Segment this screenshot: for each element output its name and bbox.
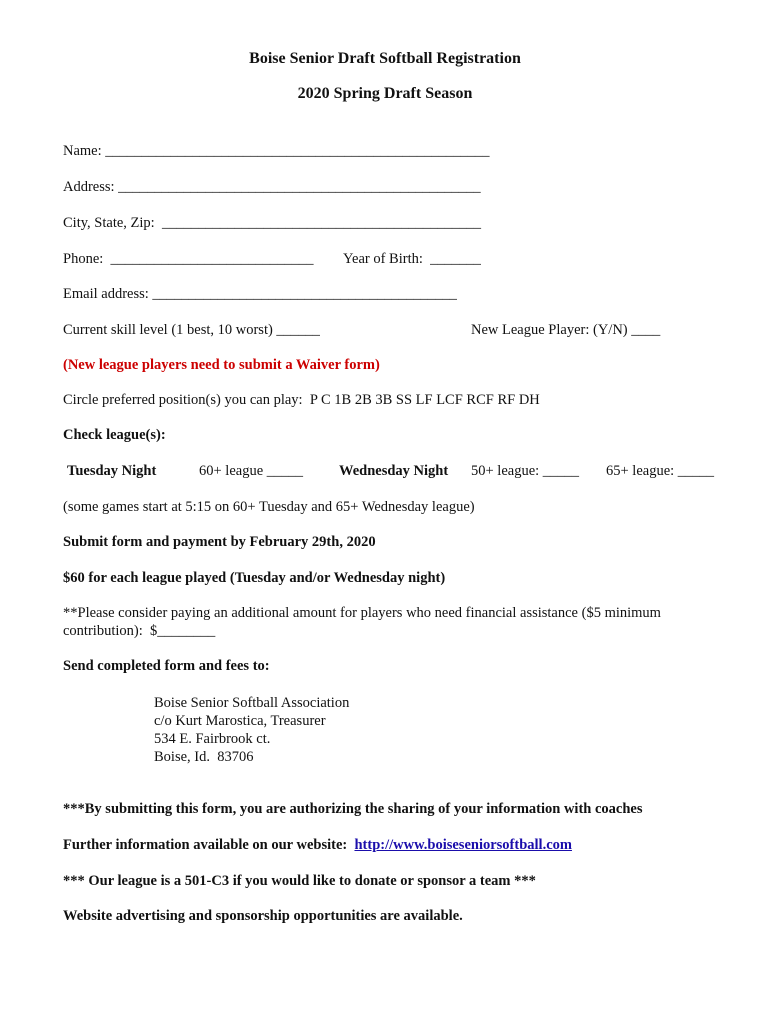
city-state-zip-field[interactable]: City, State, Zip: ____________________________________________ [63, 215, 481, 231]
assistance-line-1: **Please consider paying an additional amount for players who need financial assistance ($5 minimum [63, 605, 661, 621]
address-field[interactable]: Address: __________________________________________________ [63, 179, 481, 195]
season-subtitle: 2020 Spring Draft Season [297, 85, 473, 102]
phone-field[interactable]: Phone: ____________________________ [63, 251, 314, 267]
website-label: Further information available on our website: [63, 837, 355, 853]
send-heading: Send completed form and fees to: [63, 658, 270, 674]
deadline-text: Submit form and payment by February 29th, 2020 [63, 534, 376, 550]
leagues-heading: Check league(s): [63, 427, 166, 443]
advertising-notice: Website advertising and sponsorship opportunities are available. [63, 908, 463, 924]
email-field[interactable]: Email address: __________________________________________ [63, 286, 457, 302]
website-line [63, 837, 572, 854]
page-title: Boise Senior Draft Softball Registration [249, 50, 521, 67]
mailing-address-line: 534 E. Fairbrook ct. [154, 731, 271, 747]
assistance-contribution-field[interactable]: contribution): $________ [63, 623, 216, 639]
waiver-notice: (New league players need to submit a Waiver form) [63, 357, 380, 373]
mailing-address-line: c/o Kurt Marostica, Treasurer [154, 713, 326, 729]
nonprofit-notice: *** Our league is a 501-C3 if you would like to donate or sponsor a team *** [63, 873, 536, 889]
schedule-note: (some games start at 5:15 on 60+ Tuesday and 65+ Wednesday league) [63, 499, 475, 515]
mailing-address-line: Boise Senior Softball Association [154, 695, 350, 711]
wednesday-night-label: Wednesday Night [339, 463, 449, 479]
new-player-field[interactable]: New League Player: (Y/N) ____ [471, 322, 661, 338]
name-field[interactable]: Name: _____________________________________________________ [63, 143, 490, 159]
consent-notice: ***By submitting this form, you are authorizing the sharing of your information with coaches [63, 801, 643, 817]
wednesday-65-league-field[interactable]: 65+ league: _____ [606, 463, 715, 479]
skill-level-field[interactable]: Current skill level (1 best, 10 worst) ______ [63, 322, 320, 338]
fee-text: $60 for each league played (Tuesday and/or Wednesday night) [63, 570, 446, 586]
positions-line[interactable]: Circle preferred position(s) you can play: P C 1B 2B 3B SS LF LCF RCF RF DH [63, 392, 540, 408]
mailing-address-line: Boise, Id. 83706 [154, 749, 254, 765]
tuesday-night-label: Tuesday Night [67, 463, 157, 479]
wednesday-50-league-field[interactable]: 50+ league: _____ [471, 463, 580, 479]
tuesday-60-league-field[interactable]: 60+ league _____ [199, 463, 304, 479]
year-of-birth-field[interactable]: Year of Birth: _______ [343, 251, 481, 267]
website-link[interactable]: http://www.boiseseniorsoftball.com [354, 837, 572, 853]
